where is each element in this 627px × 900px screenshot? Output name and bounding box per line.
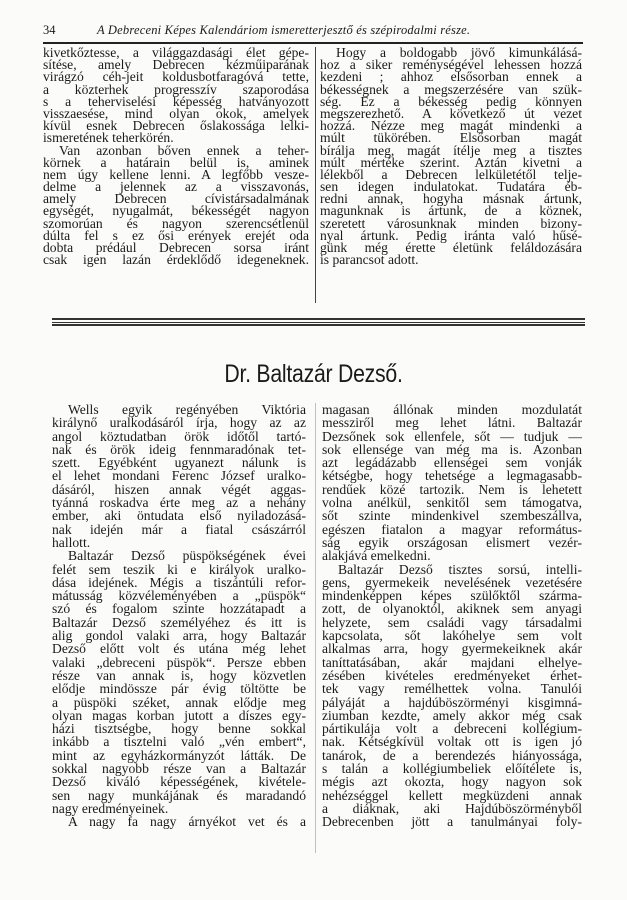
text-line: amely Debrecen cívistársadalmának [43,191,309,207]
text-line: egységét, nyugalmát, békességét nagyon [43,203,309,219]
text-line: nyal ártunk. Pedig iránta való hűsé- [320,227,582,243]
text-line: szomorúan és nagyon szerencsétlenül [43,215,309,231]
text-line: királynő uralkodásáról írja, hogy az az [52,415,306,431]
text-line: taníttatásában, akár majdani elhelye- [322,654,582,670]
text-line: lélekből a Debrecen lelkületétől telje- [320,166,582,182]
text-line: alakjává emelkedni. [322,548,431,564]
text-line: dobta prédául Debrecen sorsa iránt [43,240,309,255]
article-title: Dr. Baltazár Dezső. [224,360,403,388]
text-line: része van annak is, hogy közvetlen [52,667,306,683]
text-line: Baltazár Dezső személyéhez és itt is [52,614,306,630]
text-line: messziről meg lehet látni. Baltazár [322,415,582,431]
text-line: békességnek a megszerzésére van szük- [320,81,582,97]
text-line: rendűek közé tartozik. Nem is lehetett [322,481,582,497]
text-line: kívül esnek Debrecen őslakossága lelki- [43,118,309,134]
column-divider-top [315,47,316,303]
text-line: tek vagy remélhettek volna. Tanulói [322,681,582,697]
text-line: magunknak is ártunk, de a köznek, [320,203,582,219]
text-line: ismeretének teherkörén. [43,130,174,146]
text-line: kezdeni ; ahhoz elsősorban ennek a [320,69,582,85]
article-right-column [322,403,582,829]
text-line: dása idejének. Mégis a tiszántúli refor- [52,574,306,590]
text-line: sen idegen indulatokat. Tudatára éb- [320,179,582,195]
text-line: volna anélkül, senkitől sem támogatva, [322,495,582,511]
text-line: sokkal nagyobb része van a Baltazár [52,761,306,777]
text-line: Dezső kiváló képességének, kivétele- [52,774,306,790]
text-line: Wells egyik regényében Viktória [68,402,306,417]
text-line: s talán a kollégiumbeliek előítélete is, [322,761,582,777]
text-line: alkalmas arra, hogy gyermekeiknek akár [322,641,582,657]
text-line: ság egyik országosan elismert vezér- [322,534,582,550]
text-line: felét sem teszik ki e királyok uralko- [52,561,306,577]
text-line: Baltazár Dezső tisztes sorsú, intelli- [338,561,582,577]
text-line: nem úgy kellene lenni. A legfőbb vesze- [43,166,309,182]
text-line: ziumban kezdte, amely akkor még csak [322,707,582,723]
text-line: redni annak, hogyha másnak ártunk, [320,191,582,207]
text-line: házi tisztségbe, hogy benne sokkal [52,721,306,737]
text-line: ember, aki öntudata első nyiladozásá- [52,508,306,524]
text-line: magasan állónak minden mozdulatát [322,402,582,417]
page-number: 34 [43,23,56,37]
text-line: nak. Kétségkívül voltak ott is igen jó [322,734,582,750]
article-left-column [52,403,306,829]
column-divider-bottom [315,403,316,853]
text-line: A nagy fa nagy árnyékot vet és a [68,814,306,830]
text-line: valaki „debreceni püspök“. Persze ebben [52,654,306,670]
text-line: zésében kivételes eredményeket érhet- [322,667,582,683]
text-line: sok ellensége van még ma is. Azonban [322,441,582,457]
text-line: szó és fogalom szinte hozzátapadt a [52,601,306,617]
text-line: kapcsolata, sőt lakóhelye sem volt [322,628,582,644]
text-line: pártikulája volt a debreceni kollégium- [322,721,582,737]
text-line: virágzó céh-jeit koldusbotfaragóvá tette, [43,69,309,85]
running-title: A Debreceni Képes Kalendáriom ismeretterjesztő és szépirodalmi része. [97,23,471,37]
text-line: olyan magas korban jutott a díszes egy- [52,707,306,723]
text-line: sítése, amely Debrecen kézműiparának [43,57,309,73]
text-line: a közterhek progresszív szaporodása [43,81,309,97]
text-line: nak idején már a fiatal császárról [52,521,306,537]
text-line: Van azonban bőven ennek a teher- [59,142,309,158]
text-line: bírálja meg, magát ítélje meg a tisztes [320,142,582,158]
text-line: hallott. [52,534,91,550]
text-line: múlt mértéke szerint. Aztán kivetni a [320,154,582,170]
text-line: visszaesése, mind olyan okok, amelyek [43,105,309,121]
text-line: szeretett városunknak minden bizony- [320,215,582,231]
text-line: dásáról, hiszen annak végét aggas- [52,481,306,497]
section-separator [52,318,585,326]
text-line: nak és örök ideig fennmaradónak tet- [52,441,306,457]
header-rule [43,42,583,44]
text-line: elődje mindössze pár évig töltötte be [52,681,306,697]
text-line: Dezsőnek sok ellenfele, sőt — tudjuk — [322,428,582,444]
top-left-column [43,47,309,266]
text-line: azt legádázabb ellenségei sem vonják [322,455,582,471]
text-line: egészen fiatalon a magyar református- [322,521,582,537]
text-line: helyzete, sem családi vagy társadalmi [322,614,582,630]
text-line: is parancsot adott. [320,252,419,268]
text-line: kivetkőztesse, a világgazdasági élet gépe- [43,45,309,60]
text-line: múlt tükörében. Elsősorban magát [320,130,582,146]
text-line: s a teherviselési képesség hatványozott [43,93,309,109]
text-line: tyánná roskadva érte meg az a nehány [52,495,306,511]
text-line: inkább a tisztelni való „vén embert“, [52,734,306,750]
text-line: szett. Egyébként ugyanezt nálunk is [52,455,306,471]
text-line: mint az egyházkormányzót látták. De [52,747,306,763]
text-line: körnek a határain belül is, aminek [43,154,309,170]
text-line: sőt szinte mindenkivel szembeszállva, [322,508,582,524]
text-line: dúlta fel s ez ősi erények erejét oda [43,227,309,243]
text-line: el lehet mondani Ferenc József uralko- [52,468,306,484]
text-line: mégis azt okozta, hogy nagyon sok [322,774,582,790]
text-line: mindenképpen képes szülőktől szárma- [322,588,582,604]
text-line: tanárok, de a berendezés hiányossága, [322,747,582,763]
text-line: delme a jelennek az a visszavonás, [43,179,309,195]
top-right-column [320,47,582,266]
text-line: pályáját a hajdúböszörményi kisgimná- [322,694,582,710]
text-line: gens, gyermekeik nevelésének vezetésére [322,574,582,590]
text-line: Baltazár Dezső püspökségének évei [68,548,306,564]
text-line: sen nagy munkájának és maradandó [52,787,306,803]
text-line: zott, de olyanoktól, akiknek sem anyagi [322,601,582,617]
text-line: hoz a siker reménységével lehessen hozzá [320,57,582,73]
text-line: ség. Ez a békesség pedig könnyen [320,93,582,109]
text-line: Debrecenben jött a tanulmányai foly- [322,814,582,830]
page-header [43,17,483,35]
text-line: a püspöki széket, annak elődje meg [52,694,306,710]
text-line: angol köztudatban örök időtől tartó- [52,428,306,444]
text-line: alig gondol valaki arra, hogy Baltazár [52,628,306,644]
text-line: Dezső előtt volt és utána még lehet [52,641,306,657]
text-line: günk még érette életünk feláldozására [320,240,582,255]
text-line: csak igen lazán érdeklődő idegeneknek. [43,252,309,268]
text-line: nehézséggel kellett megküzdeni annak [322,787,582,803]
text-line: a diáknak, aki Hajdúböszörményből [322,800,582,816]
text-line: Hogy a boldogabb jövő kimunkálásá- [336,45,582,60]
text-line: hozzá. Nézze meg magát mindenki a [320,118,582,134]
text-line: mátusság közvéleményében a „püspök“ [52,588,306,604]
text-line: nagy eredményeinek. [52,800,169,816]
text-line: kétségbe, hogy tehetsége a legmagasabb- [322,468,582,484]
text-line: megszerezhető. A következő út vezet [320,105,582,121]
